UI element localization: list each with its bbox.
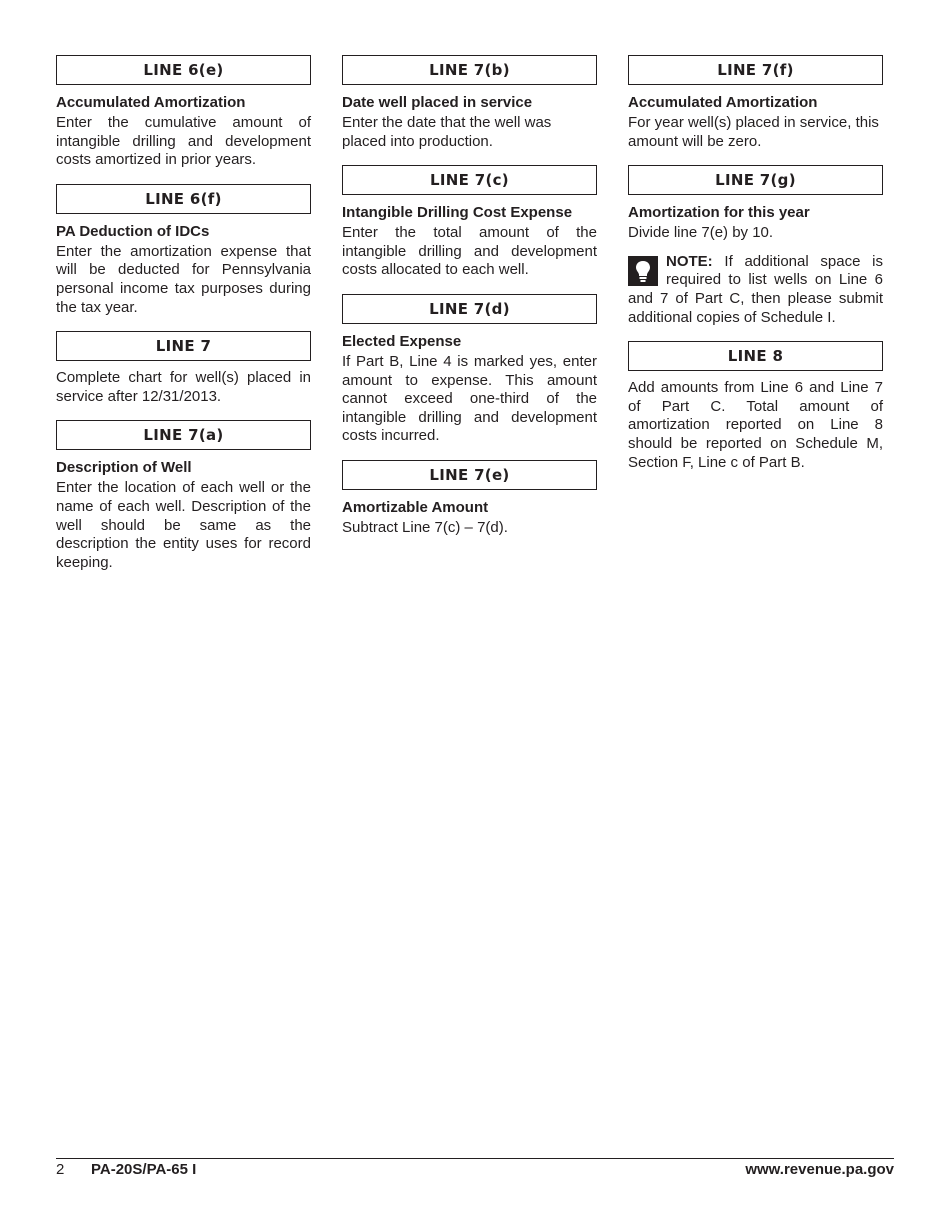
line-6f-text: Enter the amortization expense that will be deducted for Pennsylvania personal income tax purposes during the tax year.	[56, 242, 311, 316]
line-7e-heading: Amortizable Amount	[342, 498, 489, 516]
footer-page-number: 2	[56, 1161, 65, 1178]
column-1	[56, 55, 311, 572]
line-7f-text: For year well(s) placed in service, this amount will be zero.	[628, 114, 879, 150]
line-7c-heading: Intangible Drilling Cost Expense	[342, 204, 573, 222]
line-7b-box: LINE 7(b)	[342, 55, 597, 85]
line-7c-box: LINE 7(c)	[342, 165, 597, 195]
footer-rule	[56, 1158, 894, 1159]
line-7b-heading: Date well placed in service	[342, 94, 533, 111]
line-7a-heading: Description of Well	[56, 459, 192, 477]
line-6e-box: LINE 6(e)	[56, 55, 311, 85]
line-6e-text: Enter the cumulative amount of intangible drilling and development costs amortized in prior years.	[56, 114, 311, 169]
column-3	[628, 55, 883, 472]
line-7f-heading: Accumulated Amortization	[628, 94, 818, 111]
line-7d-box: LINE 7(d)	[342, 294, 597, 324]
note-text: If additional space is required to list wells on Line 6 and 7 of Part C, then please submit additional copies of Schedule I.	[628, 252, 883, 326]
footer-website: www.revenue.pa.gov	[745, 1161, 894, 1178]
line-7g-box: LINE 7(g)	[628, 165, 883, 195]
lightbulb-icon	[628, 256, 658, 286]
note-block	[628, 253, 883, 327]
line-6f-box: LINE 6(f)	[56, 184, 311, 214]
line-8-box: LINE 8	[628, 341, 883, 371]
line-7-text: Complete chart for well(s) placed in service after 12/31/2013.	[56, 369, 311, 405]
line-7d-heading: Elected Expense	[342, 332, 462, 350]
line-7g-text: Divide line 7(e) by 10.	[628, 224, 774, 242]
line-7a-box: LINE 7(a)	[56, 420, 311, 450]
line-7e-box: LINE 7(e)	[342, 460, 597, 490]
line-7b-text: Enter the date that the well was placed into production.	[342, 114, 552, 150]
column-2	[342, 55, 597, 538]
line-6f-heading: PA Deduction of IDCs	[56, 222, 210, 240]
line-7e-text: Subtract Line 7(c) – 7(d).	[342, 518, 508, 536]
line-7-box: LINE 7	[56, 331, 311, 361]
footer-form-id: PA-20S/PA-65 I	[91, 1161, 197, 1178]
line-7g-heading: Amortization for this year	[628, 204, 810, 222]
line-6e-heading: Accumulated Amortization	[56, 94, 246, 111]
line-7d-text: If Part B, Line 4 is marked yes, enter amount to expense. This amount cannot exceed one-third of the intangible drilling and development costs incurred.	[342, 352, 597, 445]
line-8-text: Add amounts from Line 6 and Line 7 of Part C. Total amount of amortization reported on Line 8 should be reported on Schedule M, Section F, Line c of Part B.	[628, 379, 883, 471]
line-7a-text: Enter the location of each well or the name of each well. Description of the well should be same as the description the entity uses for record keeping.	[56, 479, 311, 571]
line-7f-box: LINE 7(f)	[628, 55, 883, 85]
note-label: NOTE:	[666, 252, 713, 270]
line-7c-text: Enter the total amount of the intangible drilling and development costs allocated to each well.	[342, 224, 597, 279]
